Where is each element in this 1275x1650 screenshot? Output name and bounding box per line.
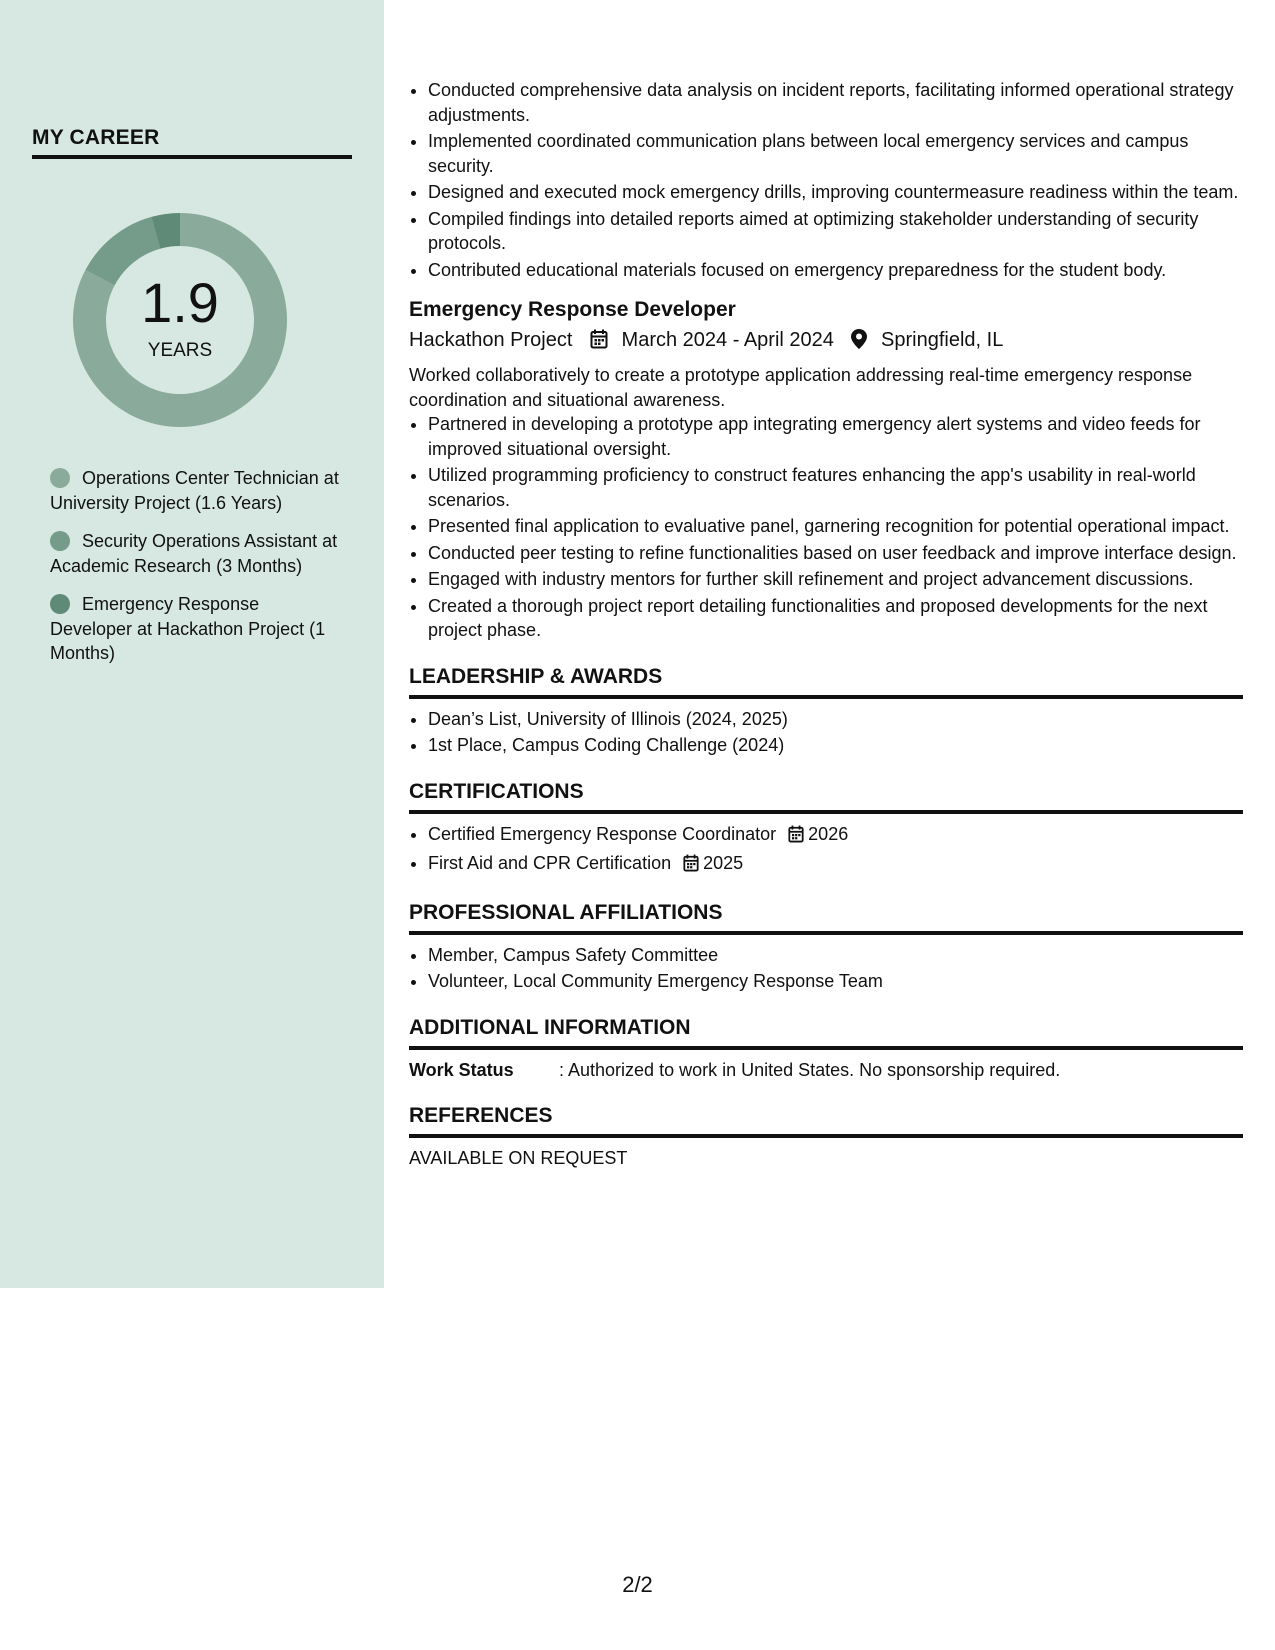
legend-dot bbox=[50, 531, 70, 551]
career-total-value: 1.9 bbox=[141, 271, 219, 334]
career-total-unit: YEARS bbox=[147, 340, 213, 361]
work-status-label: Work Status bbox=[409, 1059, 514, 1080]
main-content bbox=[409, 78, 1243, 1171]
list-item: • Contributed educational materials focused on emergency preparedness for the student body. bbox=[428, 258, 1243, 283]
list-item: • Member, Campus Safety Committee bbox=[428, 943, 1243, 968]
list-item: • Implemented coordinated communication plans between local emergency services and campus security. bbox=[428, 129, 1243, 178]
job-meta bbox=[409, 326, 1243, 357]
section-title-additional: ADDITIONAL INFORMATION bbox=[409, 1014, 1243, 1050]
section-title-references: REFERENCES bbox=[409, 1102, 1243, 1138]
cert-year: 2025 bbox=[703, 853, 744, 873]
list-item: • Partnered in developing a prototype app integrating emergency alert systems and video feeds for improved situational oversight. bbox=[428, 412, 1243, 461]
references-text: AVAILABLE ON REQUEST bbox=[409, 1148, 628, 1168]
job-company: Hackathon Project bbox=[409, 329, 573, 351]
legend-dot bbox=[50, 594, 70, 614]
legend-item bbox=[50, 592, 340, 666]
sidebar bbox=[0, 0, 384, 1288]
job-dates: March 2024 - April 2024 bbox=[621, 329, 834, 351]
list-item: • Designed and executed mock emergency drills, improving countermeasure readiness within the team. bbox=[428, 180, 1243, 205]
calendar-icon bbox=[590, 329, 608, 357]
list-item: • Conducted peer testing to refine functionalities based on user feedback and improve interface design. bbox=[428, 541, 1243, 566]
cert-year: 2026 bbox=[808, 823, 849, 844]
list-item: • 1st Place, Campus Coding Challenge (2024) bbox=[428, 733, 1243, 758]
list-item bbox=[428, 822, 1243, 850]
section-title-leadership: LEADERSHIP & AWARDS bbox=[409, 663, 1243, 699]
location-pin-icon bbox=[851, 329, 867, 357]
job-bullets bbox=[409, 412, 1243, 643]
legend-item bbox=[50, 529, 340, 578]
leadership-list bbox=[409, 707, 1243, 758]
previous-job-bullets bbox=[409, 78, 1243, 282]
affiliations-list bbox=[409, 943, 1243, 994]
career-heading: MY CAREER bbox=[32, 126, 352, 159]
list-item: • Utilized programming proficiency to construct features enhancing the app's usability in real-world scenarios. bbox=[428, 463, 1243, 512]
cert-name: First Aid and CPR Certification bbox=[428, 853, 672, 873]
legend-label: Security Operations Assistant at Academic Research (3 Months) bbox=[50, 531, 338, 576]
page-number: 2/2 bbox=[622, 1572, 653, 1597]
calendar-icon bbox=[683, 854, 699, 879]
job-title: Emergency Response Developer bbox=[409, 298, 736, 321]
list-item: • Engaged with industry mentors for further skill refinement and project advancement discussions. bbox=[428, 567, 1243, 592]
work-status-row bbox=[409, 1058, 1243, 1083]
list-item: • Conducted comprehensive data analysis on incident reports, facilitating informed operational strategy adjustments. bbox=[428, 78, 1243, 127]
list-item: • Compiled findings into detailed reports aimed at optimizing stakeholder understanding of security protocols. bbox=[428, 207, 1243, 256]
list-item: • Volunteer, Local Community Emergency Response Team bbox=[428, 969, 1243, 994]
list-item: • Presented final application to evaluative panel, garnering recognition for potential operational impact. bbox=[428, 514, 1243, 539]
legend-label: Emergency Response Developer at Hackathon Project (1 Months) bbox=[50, 594, 326, 663]
legend-item bbox=[50, 466, 340, 515]
career-legend bbox=[50, 466, 340, 680]
calendar-icon bbox=[788, 825, 804, 850]
section-title-certifications: CERTIFICATIONS bbox=[409, 778, 1243, 814]
job-location: Springfield, IL bbox=[881, 329, 1004, 351]
legend-label: Operations Center Technician at University Project (1.6 Years) bbox=[50, 468, 339, 513]
legend-dot bbox=[50, 468, 70, 488]
job-description: Worked collaboratively to create a prototype application addressing real-time emergency response coordination and situational awareness. bbox=[409, 365, 1193, 410]
list-item bbox=[428, 851, 1243, 879]
work-status-value: : Authorized to work in United States. No sponsorship required. bbox=[559, 1059, 1061, 1080]
list-item: • Created a thorough project report detailing functionalities and proposed developments for the next project phase. bbox=[428, 594, 1243, 643]
list-item: • Dean’s List, University of Illinois (2024, 2025) bbox=[428, 707, 1243, 732]
section-title-affiliations: PROFESSIONAL AFFILIATIONS bbox=[409, 899, 1243, 935]
certifications-list bbox=[409, 822, 1243, 879]
cert-name: Certified Emergency Response Coordinator bbox=[428, 823, 777, 844]
